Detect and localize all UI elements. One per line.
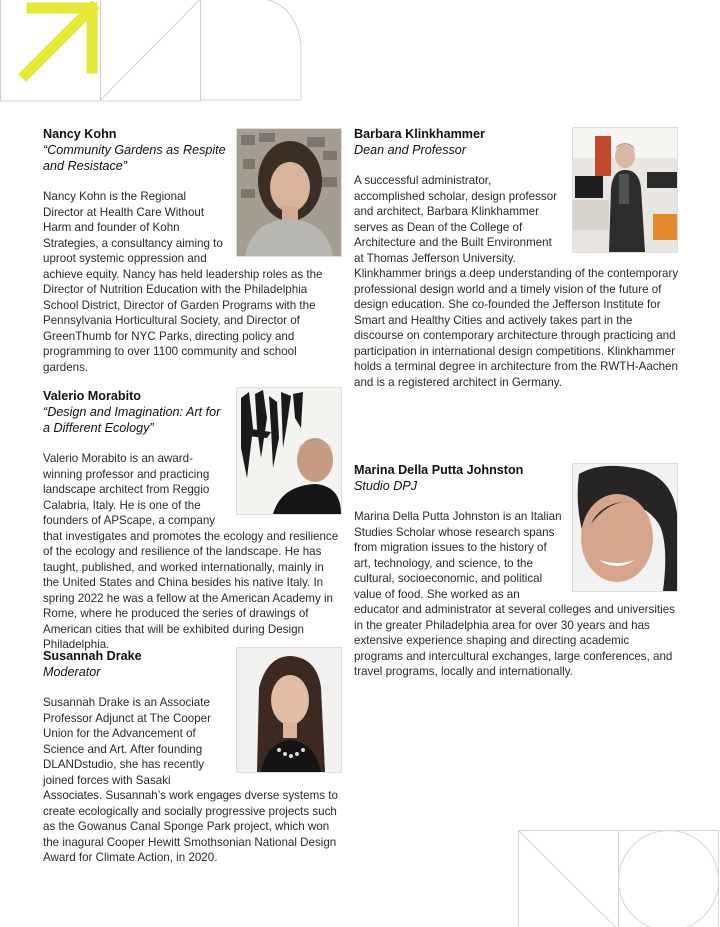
portrait-photo-susannah-drake bbox=[237, 648, 341, 772]
speaker-bio-valerio-morabito bbox=[43, 388, 341, 653]
portrait-photo-valerio-morabito bbox=[237, 388, 341, 514]
speaker-name: Nancy Kohn bbox=[43, 127, 117, 141]
speaker-bio-susannah-drake bbox=[43, 648, 341, 866]
corner-logo-shapes bbox=[518, 830, 720, 927]
portrait-photo-nancy-kohn bbox=[237, 129, 341, 256]
talk-title: Moderator bbox=[43, 665, 101, 679]
speaker-name: Susannah Drake bbox=[43, 649, 142, 663]
speaker-name: Valerio Morabito bbox=[43, 389, 141, 403]
speaker-name: Marina Della Putta Johnston bbox=[354, 463, 524, 477]
talk-title: Dean and Professor bbox=[354, 143, 467, 157]
speaker-bio-text: Nancy Kohn is the Regional Director at Health Care Without Harm and founder of Kohn Strategies, a consultancy aiming to uproot systemic oppression and achieve equity. Nancy has held leadership roles as the Director of Nutrition Education with the Philadelphia School District, Director of Garden Programs with the Pennsylvania Horticultural Society, and Director of GreenThumb for NYC Parks, directing policy and programming to over 1100 community and school gardens. bbox=[43, 190, 323, 374]
speaker-bio-text: A successful administrator, accomplished scholar, design professor and architect, Barbara Klinkhammer serves as Dean of the College of Architecture and the Built Environment at Thomas Jefferson University. Klinkhammer brings a deep understanding of the contemporary professional design world and a timely vision of the future of design education. She co-founded the Jefferson Institute for Smart and Healthy Cities and actively takes part in the discourse on contemporary architecture through practicing and participation in international design competitions. Klinkhammer holds a terminal degree in architecture from the RWTH-Aachen and is a registered architect in Germany. bbox=[354, 174, 679, 389]
talk-title: “Community Gardens as Respite and Resistace” bbox=[43, 143, 226, 173]
speaker-bio-text: Marina Della Putta Johnston is an Italian Studies Scholar whose research spans from migration issues to the history of art, technology, and science, to the cultural, socioeconomic, and political value of food. She worked as an educator and administrator at several colleges and universities in the greater Philadelphia area for over 30 years and has extensive experience shaping and directing academic programs and intercultural exchanges, large conferences, and travel programs, locally and internationally. bbox=[354, 510, 675, 678]
speaker-bio-marina-della-putta-johnston bbox=[354, 462, 679, 680]
corner-arrow-logo bbox=[0, 0, 305, 104]
portrait-photo-barbara-klinkhammer bbox=[573, 128, 677, 252]
speaker-bio-text: Valerio Morabito is an award-winning professor and practicing landscape architect from Reggio Calabria, Italy. He is one of the founders of APScape, a company that investigates and promotes the ecology and resilience of the ecology and resilience of the landscape. He has taught, published, and worked internationally, mainly in the United States and China besides his native Italy. In spring 2022 he was a fellow at the American Academy in Rome, where he produced the series of drawings of American cities that will be exhibited during Design Philadelphia. bbox=[43, 452, 339, 651]
talk-title: Studio DPJ bbox=[354, 479, 417, 493]
talk-title: “Design and Imagination: Art for a Different Ecology” bbox=[43, 405, 221, 435]
portrait-photo-marina-della-putta-johnston bbox=[573, 464, 677, 591]
speaker-bio-nancy-kohn bbox=[43, 126, 341, 375]
speaker-bio-text: Susannah Drake is an Associate Professor Adjunct at The Cooper Union for the Advancement of Science and Art. After founding DLANDstudio, she has recently joined forces with Sasaki Associates. Susannah’s work engages dverse systems to create ecologically and socially progressive projects such as the Gowanus Canal Sponge Park project, which won the inagural Cooper Hewitt Smothsonian National Design Award for Climate Action, in 2020. bbox=[43, 696, 338, 864]
speaker-bio-barbara-klinkhammer bbox=[354, 126, 679, 390]
speaker-name: Barbara Klinkhammer bbox=[354, 127, 485, 141]
